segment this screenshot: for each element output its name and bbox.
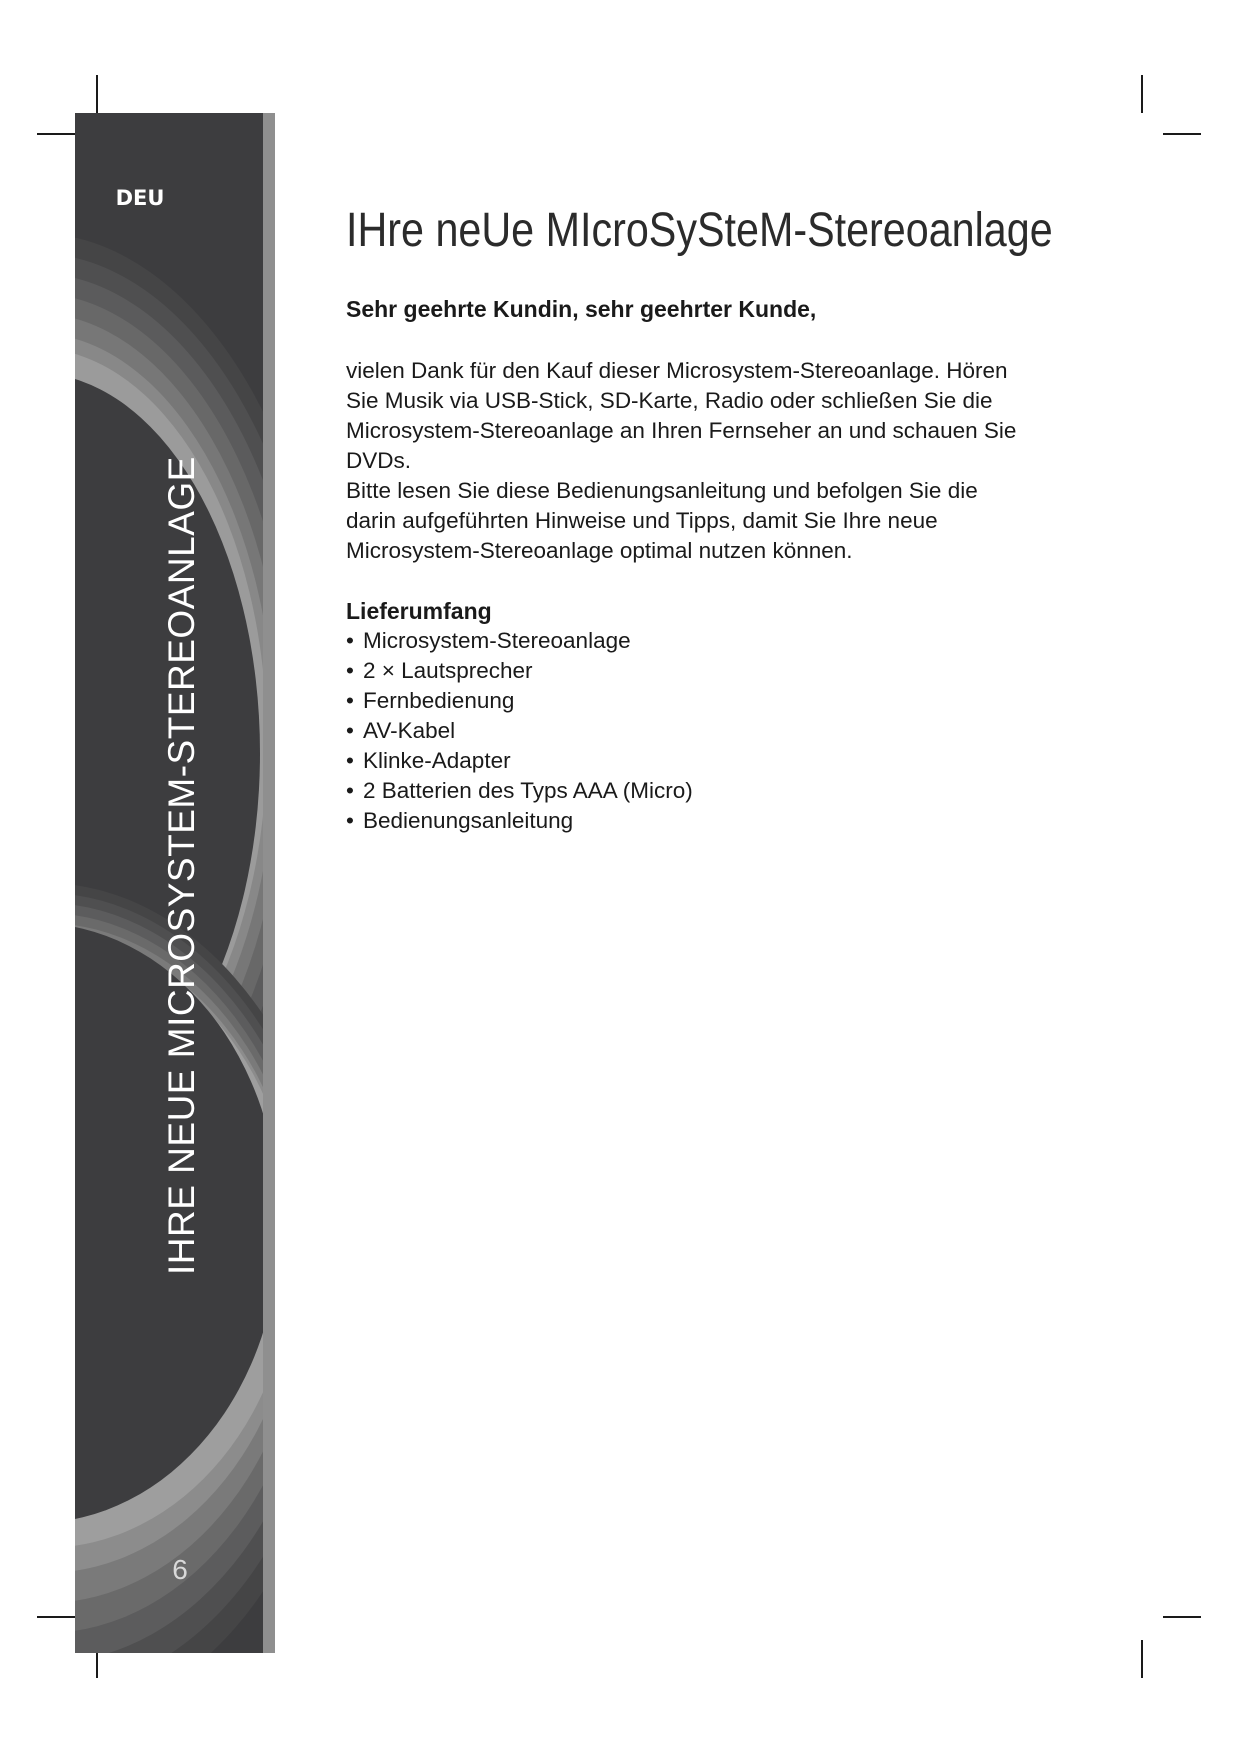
crop-mark	[96, 75, 98, 113]
crop-mark	[1141, 75, 1143, 113]
intro-line: Bitte lesen Sie diese Bedienungsanleitung und befolgen Sie die	[346, 478, 978, 503]
list-item-text: 2 Batterien des Typs AAA (Micro)	[363, 778, 693, 803]
page-number: 6	[172, 1554, 188, 1585]
list-item-text: 2 × Lautsprecher	[363, 658, 533, 683]
intro-line: Microsystem-Stereoanlage optimal nutzen können.	[346, 538, 853, 563]
list-item	[346, 626, 1066, 656]
list-item-text: Fernbedienung	[363, 688, 515, 713]
bullet-icon: •	[346, 718, 354, 743]
bullet-icon: •	[346, 778, 354, 803]
list-item	[346, 656, 1066, 686]
bullet-icon: •	[346, 808, 354, 833]
contents-list	[346, 626, 1066, 836]
list-item	[346, 716, 1066, 746]
list-item	[346, 806, 1066, 836]
intro-line: Microsystem-Stereoanlage an Ihren Fernseher an und schauen Sie	[346, 418, 1017, 443]
vertical-section-title: IHRE NEUE MICROSYSTEM-STEREOANLAGE	[161, 456, 202, 1275]
crop-mark	[1163, 133, 1201, 135]
list-item-text: Microsystem-Stereoanlage	[363, 628, 631, 653]
main-content	[346, 200, 1066, 836]
list-item	[346, 746, 1066, 776]
bullet-icon: •	[346, 658, 354, 683]
crop-mark	[37, 1616, 75, 1618]
intro-line: darin aufgeführten Hinweise und Tipps, damit Sie Ihre neue	[346, 508, 938, 533]
bullet-icon: •	[346, 688, 354, 713]
intro-line: Sie Musik via USB-Stick, SD-Karte, Radio oder schließen Sie die	[346, 388, 993, 413]
list-item-text: Klinke-Adapter	[363, 748, 511, 773]
crop-mark	[37, 133, 75, 135]
list-item	[346, 776, 1066, 806]
list-item-text: AV-Kabel	[363, 718, 456, 743]
contents-heading: Lieferumfang	[346, 598, 492, 624]
intro-paragraph	[346, 356, 1066, 566]
list-item-text: Bedienungsanleitung	[363, 808, 574, 833]
greeting: Sehr geehrte Kundin, sehr geehrter Kunde,	[346, 296, 817, 322]
list-item	[346, 686, 1066, 716]
page-title: IHre neUe MIcroSySteM-Stereoanlage	[346, 204, 1053, 257]
crop-mark	[1141, 1640, 1143, 1678]
bullet-icon: •	[346, 748, 354, 773]
language-code: DEU	[115, 186, 165, 210]
intro-line: DVDs.	[346, 448, 412, 473]
intro-line: vielen Dank für den Kauf dieser Microsystem-Stereoanlage. Hören	[346, 358, 1008, 383]
crop-mark	[1163, 1616, 1201, 1618]
bullet-icon: •	[346, 628, 354, 653]
